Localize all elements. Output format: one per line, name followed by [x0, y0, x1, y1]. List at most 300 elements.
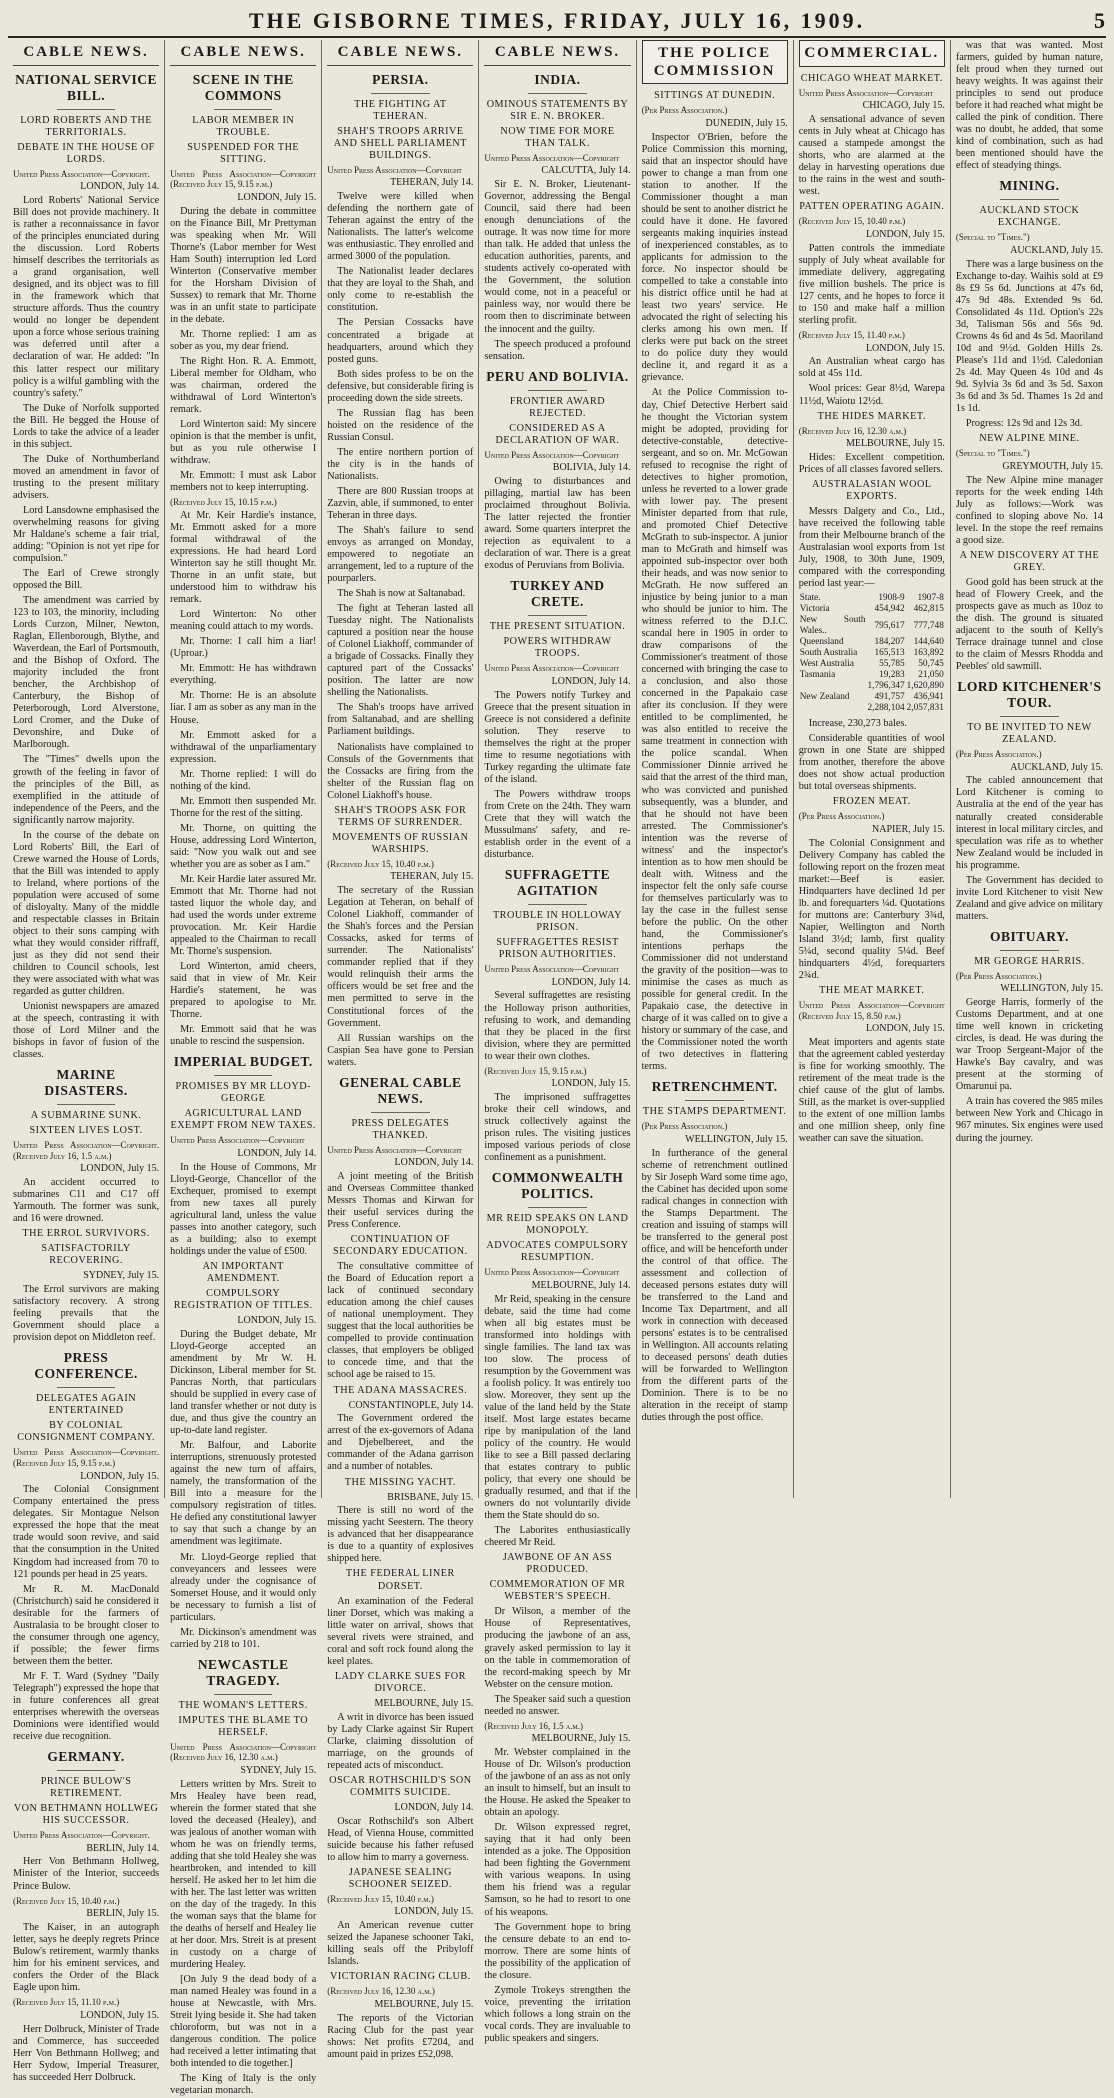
dateline: LONDON, July 14. [394, 1801, 474, 1813]
page-number: 5 [1094, 8, 1106, 33]
article-headline: NATIONAL SERVICE BILL. [15, 71, 158, 103]
article-paragraph: Sir E. N. Broker, Lieutenant-Governor, addressing the Bengal Council, said there had been enough denunciations of the outrage. It was now time for more than talk. He added that unless the education authorities, parents, and students actively co-operated with the Government, the solution would come, not in a peaceful or painless way, nor would there be room then to discriminate between the innocent and the guilty. [484, 179, 631, 335]
article-subheading: NOW TIME FOR MORE THAN TALK. [500, 125, 615, 149]
press-credit: (Received July 15, 10.15 p.m.) [170, 497, 277, 508]
article-paragraph: An examination of the Federal liner Dorset, which was making a little water on arrival, shows that several rivets were strained, and coral and soft rock found along the keel plates. [327, 1595, 474, 1667]
dateline: CALCUTTA, July 14. [541, 165, 631, 177]
article-paragraph: The Shah's failure to send envoys as arranged on Monday, empowered to negotiate an arrangement, led to a rupture of the pourparlers. [327, 524, 474, 585]
dateline: MELBOURNE, July 15. [845, 438, 945, 450]
dateline: MELBOURNE, July 15. [374, 1697, 474, 1709]
table-cell: Victoria [799, 604, 830, 615]
article-paragraph: [On July 9 the dead body of a man named Healey was found in a house at Newcastle, with Mrs. Streit lying beside it. She had taken chloroform, but was not in a dangerous condition. The police had received a letter intimating that both intended to die together.] [170, 1974, 317, 2070]
column-3 [322, 40, 479, 2060]
table-row [799, 615, 945, 637]
column-1 [8, 40, 165, 2083]
article-subheading: CONTINUATION OF SECONDARY EDUCATION. [332, 1234, 468, 1258]
dateline: LONDON, July 15. [80, 1163, 160, 1175]
table-cell: 2,288,104 [867, 703, 905, 713]
divider [528, 390, 586, 391]
masthead-title: THE GISBORNE TIMES, FRIDAY, JULY 16, 1909. [248, 8, 866, 33]
article-subheading: IMPUTES THE BLAME TO HERSELF. [178, 1714, 309, 1738]
article-paragraph: Mr. Thorne replied: I will do nothing of the kind. [170, 768, 317, 792]
press-credit: (Received July 15, 10.40 p.m.) [327, 858, 434, 869]
article-subheading: THE STAMPS DEPARTMENT. [642, 1106, 787, 1118]
article-paragraph: Mr R. M. MacDonald (Christchurch) said he considered it desirable for the farmers of Australasia to be brought closer to the consumer through one agency, if possible; the fewer firms between them the better. [13, 1583, 160, 1667]
article-paragraph: George Harris, formerly of the Customs Department, and at one time well known in cricketing circles, is dead. He was during the war Troop Sergeant-Major of the Hawke's Bay cavalry, and was present at the storming of Omarunui pa. [955, 997, 1103, 1093]
article-subheading: SIXTEEN LIVES LOST. [29, 1125, 143, 1137]
article-subheading: DELEGATES AGAIN ENTERTAINED [36, 1393, 137, 1417]
dateline: WELLINGTON, July 15. [1000, 983, 1103, 995]
press-credit: (Per Press Association.) [641, 105, 728, 116]
press-credit: United Press Association—Copyright [484, 152, 620, 163]
article-paragraph: Herr Von Bethmann Hollweg, Minister of the Interior, succeeds Prince Bulow. [13, 1856, 160, 1892]
article-paragraph: Patten controls the immediate supply of July wheat available for immediate delivery, aggregating five million bushels. The price is 127 cents, and he hopes to force it to 150 and make half a million sterling profit. [798, 242, 945, 326]
article-paragraph: Dr Wilson, a member of the House of Representatives, producing the jawbone of an ass, gravely asked permission to lay it on the table in commemoration of the record-making speech by Mr Webster on the censure motion. [484, 1606, 631, 1690]
divider [528, 904, 586, 905]
column-2 [165, 40, 322, 2097]
article-paragraph: Mr. Balfour, and Laborite interruptions, strenuously protested against the new turn of affairs, namely, the transformation of the Bill into a measure for the compulsory registration of titles. He defied any constitutional lawyer to say that such a change by an amendment was legitimate. [170, 1440, 317, 1548]
divider [371, 93, 429, 94]
press-credit: United Press Association—Copyright (Received July 15, 8.50 p.m.) [798, 1000, 945, 1021]
article-paragraph: The Government ordered the arrest of the ex-governors of Adana and Djebelbereet, and the commander of the Adana garrison and a number of notables. [327, 1413, 474, 1473]
dateline: LONDON, July 14. [394, 1157, 474, 1169]
table-cell: 777,748 [913, 620, 944, 631]
dateline: BERLIN, July 14. [86, 1842, 160, 1854]
divider [1000, 950, 1059, 951]
dateline: LONDON, July 15. [865, 342, 945, 354]
table-cell: 491,757 [874, 692, 905, 703]
table-cell: 795,617 [874, 620, 905, 631]
article-subheading: TROUBLE IN HOLLOWAY PRISON. [492, 909, 623, 933]
article-paragraph: The Nationalist leader declares that they are loyal to the Shah, and only come to re-establish the constitution. [327, 266, 474, 314]
press-credit: United Press Association—Copyright [484, 449, 620, 460]
article-paragraph: The Laborites enthusiastically cheered Mr Reid. [484, 1525, 631, 1549]
table-header-cell: 1908-9 [878, 593, 905, 604]
article-paragraph: Dr. Wilson expressed regret, saying that it had only been intended as a joke. The Opposition had been fighting the Government with various weapons. In using them his friend was a regular Samson, so he had to resort to one of his weapons. [484, 1822, 631, 1918]
article-paragraph: was that was wanted. Most farmers, guided by human nature, felt proud when they turned out heavy weights. It was against their principles to send out produce before it had reached what might be called the pink of condition. There was no doubt, he added, that some kind of combination, such as had been mentioned should have the effect of steadying things. [955, 40, 1103, 172]
article-subheading: OSCAR ROTHSCHILD'S SON COMMITS SUICIDE. [329, 1774, 472, 1798]
table-cell: 1,620,890 [906, 681, 944, 692]
divider [1000, 199, 1059, 200]
article-paragraph: Progress: 12s 9d and 12s 3d. [965, 418, 1083, 430]
article-subheading: THE ADANA MASSACRES. [333, 1384, 468, 1396]
dateline: AUCKLAND, July 15. [1010, 244, 1103, 256]
dateline: SYDNEY, July 15. [83, 1270, 160, 1282]
article-headline: MARINE DISASTERS. [44, 1067, 128, 1099]
table-cell: 144,640 [913, 637, 944, 648]
masthead [8, 6, 1106, 38]
article-paragraph: Letters written by Mrs. Streit to Mrs Healey have been read, wherein the former stated that she loved the deceased (Healey), and was jealous of another woman with whom he was on friendly terms, adding that she told Healey she was heartbroken, and intended to kill herself. He asked her to let him die with her. The last letter was written on the day of the tragedy. In this the woman says that the blame for the deaths of herself and Healey lie at her door. Mrs. Streit is at present in custody on a charge of murdering Healey. [170, 1778, 317, 1971]
article-subheading: LADY CLARKE SUES FOR DIVORCE. [334, 1670, 466, 1694]
table-cell: New South Wales.. [799, 615, 866, 637]
divider [57, 1104, 115, 1105]
article-subheading: SUSPENDED FOR THE SITTING. [187, 141, 300, 165]
press-credit: United Press Association—Copyright. (Received July 15, 9.15 p.m.) [13, 1447, 160, 1468]
article-paragraph: The entire northern portion of the city is in the hands of Nationalists. [327, 446, 474, 482]
table-row [799, 637, 945, 648]
article-paragraph: An Australian wheat cargo has sold at 45s 11d. [798, 356, 945, 380]
article-subheading: THE FEDERAL LINER DORSET. [345, 1568, 455, 1592]
article-paragraph: Lord Winterton: No other meaning could attach to my words. [170, 609, 317, 633]
table-row [799, 681, 945, 692]
article-paragraph: Mr. Thorne: I call him a liar! (Uproar.) [170, 636, 317, 660]
article-paragraph: Several suffragettes are resisting the Holloway prison authorities, refusing to work, and demanding that they be placed in the first division, where they are permitted to wear their own clothes. [484, 990, 631, 1062]
article-paragraph: Meat importers and agents state that the agreement cabled yesterday is fine for working smoothly. The retirement of the meat trade is the chief cause of the glut of lambs. Still, as the market is over-supplied to the extent of one million lambs and one million sheep, only fine weather can save the situation. [798, 1037, 945, 1145]
article-paragraph: Mr. Webster complained in the House of Dr. Wilson's production of the jawbone of an ass as not only an insult to himself, but an insult to the House. He asked the Speaker to obtain an apology. [484, 1747, 631, 1819]
article-paragraph: The Speaker said such a question needed no answer. [484, 1693, 631, 1717]
article-paragraph: At the Police Commission to-day, Chief Detective Herbert said he thought the Victorian system might be adopted, providing for detective-constable, detective-sergeant, and so on. Mr. McGowan refused to recognise the right of detectives to higher promotion, unless he reverted to a lower grade with lower pay. The present Minister departed from that rule, and promoted Chief Detective McGrath to sub-inspector. A junior man to McGrath and himself was appointed sub-inspector over both their heads, and was now senior to McGrath. He now suffered an injustice by being junior to a man who should be junior to him. The witness referred to the D.I.C. scandal here in 1905 in order to draw comparisons of the Commissioner's treatment of those concerned with bringing the case to a conclusion, and also those concerned in the Papakaio case after its conclusion. If they were entitled to be complimented, he was also entitled to receive the same treatment in connection with the police scandal. When Commissioner Dinnie arrived he said that the arrest of the third man, who was convicted and punished subsequently, was a blunder, and that he should not have been arrested. The Commissioner's intention was the reverse of witness' and the inspector's intention as to how men should be dealt with. Witness and the inspector felt the only safe course for themselves particularly was to lay the case in the fullest sense before the public. On the other hand, the Commissioner's intentions perhaps the Commissioner did not understand the gravity of the position—was to minimise the cases as much as possible for general credit. In the Papakaio case, the detective in charge of it was called on to give a history or summary of the case, and the Commissioner noted the worth of two detectives in flattering terms. [641, 387, 788, 1073]
article-paragraph: The fight at Teheran lasted all Tuesday night. The Nationalists captured a position near the house of Colonel Liakhoff, commander of a brigade of Cossacks. Finally they captured part of the Cossacks' position. The latter are now shelling the Nationalists. [327, 603, 474, 699]
press-credit: (Received July 15, 10.40 p.m.) [798, 216, 906, 227]
article-subheading: SHAH'S TROOPS ASK FOR TERMS OF SURRENDER. [334, 804, 467, 828]
article-paragraph: Mr. Lloyd-George replied that conveyancers and lessees were already under the cognisance of Somerset House, and it would only be necessary to furnish a list of particulars. [170, 1551, 317, 1623]
article-headline: PRESS CONFERENCE. [34, 1350, 138, 1382]
divider [371, 1112, 429, 1113]
article-subheading: AUSTRALASIAN WOOL EXPORTS. [812, 479, 932, 503]
table-cell: South Australia [799, 648, 858, 659]
article-subheading: AGRICULTURAL LAND EXEMPT FROM NEW TAXES. [170, 1108, 316, 1132]
article-paragraph: Wool prices: Gear 8½d, Warepa 11½d, Waiotu 12½d. [798, 383, 945, 407]
article-paragraph: In the House of Commons, Mr Lloyd-George, Chancellor of the Exchequer, promised to exempt from new taxes all purely agricultural land, unless the value passes into another category, such as a building; also to exempt holdings under the value of £500. [170, 1161, 317, 1257]
table-row [799, 670, 945, 681]
divider [214, 1694, 272, 1695]
press-credit: United Press Association—Copyright [484, 663, 620, 674]
article-paragraph: The amendment was carried by 123 to 103, the minority, including Lords Curzon, Milner, Newton, Raglan, Ellenborough, Blythe, and Waverdean, the Earl of Portsmouth, and the Bishop of Oxford. The majority included the front bencher, the Archbishop of Canterbury, the Bishop of Peterborough, Lord Alverstone, Lord Cromer, and the Duke of Devonshire, and Duke of Marlborough. [13, 595, 160, 751]
article-subheading: PATTEN OPERATING AGAIN. [799, 201, 945, 213]
article-paragraph: Owing to disturbances and pillaging, martial law has been proclaimed throughout Bolivia. The latter rejected the frontier award. Some quarters interpret the rejection as equivalent to a declaration of war. There is a great exodus of Peruvians from Bolivia. [484, 476, 631, 572]
article-paragraph: The Duke of Norfolk supported the Bill. He begged the House of Lords to take the advice of a leader in this subject. [13, 402, 160, 450]
article-paragraph: A train has covered the 985 miles between New York and Chicago in 967 minutes. Six engines were used during the journey. [955, 1096, 1103, 1144]
article-subheading: ADVOCATES COMPULSORY RESUMPTION. [486, 1240, 629, 1264]
dateline: LONDON, July 15. [237, 191, 317, 203]
article-paragraph: Lord Winterton, amid cheers, said that in view of Mr. Keir Hardie's statement, he was prepared to apologise to Mr. Thorne. [170, 961, 317, 1021]
article-paragraph: Both sides profess to be on the defensive, but considerable firing is proceeding down the side streets. [327, 368, 474, 404]
table-header-cell: State. [799, 593, 821, 604]
article-subheading: THE MISSING YACHT. [344, 1476, 456, 1488]
article-paragraph: There is still no word of the missing yacht Seestern. The theory is advanced that her disappearance is due to a quantity of explosives shipped here. [327, 1505, 474, 1565]
article-headline: LORD KITCHENER'S TOUR. [957, 679, 1102, 711]
article-paragraph: The Colonial Consignment Company entertained the press delegates. Sir Montague Nelson expressed the hope that the meat trade would soon revive, and said that the consumption in the United Kingdom had increased from 70 to 121 pounds per head in 25 years. [13, 1484, 160, 1580]
table-cell: 1,796,347 [867, 681, 905, 692]
article-subheading: NEW ALPINE MINE. [979, 433, 1080, 445]
divider [57, 1387, 115, 1388]
article-headline: GENERAL CABLE NEWS. [339, 1074, 462, 1106]
article-paragraph: Lord Roberts' National Service Bill does not provide machinery. It is rather a reconnaissance in favor of the principles enunciated during the discussion. Lord Roberts himself describes the territorials as a grand organisation, well designed, and its object was to fill in the framework which that structure affords. Thus the country would no longer be dependent upon a force whose serious training was deferred until after a declaration of war. He added: "In this latter respect our military policy is a wilful gambling with the country's safety." [13, 195, 160, 399]
article-subheading: TO BE INVITED TO NEW ZEALAND. [967, 721, 1092, 745]
article-paragraph: In furtherance of the general scheme of retrenchment outlined by Sir Joseph Ward some time ago, the Cabinet has decided upon some radical changes in connection with the Stamps Department. The creation and issuing of stamps will be transferred to the general post office, and will be henceforth under the control of that office. The assessment and collection of deceased persons estates duty will be transferred to the Land and Income Tax Department, and all work in connection with deceased persons' estates is to be centralised in Wellington. All accounts relating to deceased persons' death duties will be forwarded to Wellington from the different parts of the Dominion. There is to be no alteration in the receipt of stamp duties through the post office. [641, 1147, 788, 1424]
article-headline: COMMONWEALTH POLITICS. [491, 1170, 624, 1202]
article-paragraph: At Mr. Keir Hardie's instance, Mr. Emmott asked for a more formal withdrawal of the expressions. He had heard Lord Winterton say he still thought Mr. Thorne in an unfit state, but understood him to withdraw his remark. [170, 510, 317, 606]
divider [214, 109, 272, 110]
press-credit: (Received July 15, 9.15 p.m.) [484, 1065, 587, 1076]
press-credit: United Press Association—Copyright [484, 964, 620, 975]
article-paragraph: The Government has decided to invite Lord Kitchener to visit New Zealand and give advice on military matters. [955, 874, 1103, 922]
article-paragraph: A joint meeting of the British and Overseas Committee thanked Messrs Thomas and Kirwan for their useful services during the Press Conference. [327, 1170, 474, 1231]
press-credit: United Press Association—Copyright [798, 87, 934, 98]
column-6 [794, 40, 951, 1498]
article-subheading: BY COLONIAL CONSIGNMENT COMPANY. [17, 1420, 155, 1444]
article-paragraph: Mr F. T. Ward (Sydney "Daily Telegraph") expressed the hope that in future conferences all great enterprises wherewith the overseas Dominions were identified would receive due recognition. [13, 1670, 160, 1742]
table-row [799, 692, 945, 703]
dateline: LONDON, July 14. [80, 181, 160, 193]
table-cell: 165,513 [874, 648, 905, 659]
article-paragraph: The imprisoned suffragettes broke their cell windows, and struck collectively against the prison rules. The visiting justices imposed various periods of close confinement as a punishment. [484, 1092, 631, 1164]
dateline: MELBOURNE, July 15. [374, 1998, 474, 2010]
article-paragraph: The Shah's troops have arrived from Saltanabad, and are shelling Parliament buildings. [327, 702, 474, 738]
article-paragraph: The Kaiser, in an autograph letter, says he deeply regrets Prince Bulow's retirement, warmly thanks him for his eminent services, and confers the Order of the Black Eagle upon him. [13, 1921, 160, 1994]
article-paragraph: During the debate in committee on the Finance Bill, Mr Prettyman was speaking when Mr. Will Thorne's (Labor member for West Ham South) interruption led Lord Winterton (Conservative member for the Horsham Division of Sussex) to remark that Mr. Thorne was in an unfit state to participate in the debate. [170, 205, 317, 325]
article-paragraph: Mr. Emmott said that he was unable to rescind the suspension. [170, 1024, 317, 1048]
dateline: LONDON, July 15. [394, 1906, 474, 1918]
article-subheading: MOVEMENTS OF RUSSIAN WARSHIPS. [332, 831, 469, 855]
table-cell: West Australia [799, 659, 854, 670]
article-paragraph: The "Times" dwells upon the growth of the feeling in favor of the principles of the Bill, as exemplified in the attitude of independence of the Peers, and the significantly narrow majority. [13, 754, 160, 826]
article-subheading: THE FIGHTING AT TEHERAN. [354, 98, 447, 122]
divider [57, 109, 115, 110]
article-headline: INDIA. [534, 71, 581, 87]
article-subheading: THE HIDES MARKET. [817, 410, 926, 422]
press-credit: (Received July 15, 11.10 p.m.) [13, 1997, 120, 2008]
table-cell: 163,892 [913, 648, 944, 659]
column-7 [951, 40, 1108, 1498]
article-paragraph: Lord Lansdowne emphasised the overwhelming reasons for giving Mr Haldane's scheme a fair trial, adding: "Opinion is not yet ripe for compulsion." [13, 504, 160, 564]
article-subheading: OMINOUS STATEMENTS BY SIR E. N. BROKER. [486, 98, 629, 122]
article-subheading: AN IMPORTANT AMENDMENT. [202, 1261, 284, 1285]
article-paragraph: Inspector O'Brien, before the Police Commission this morning, said that an inspector should have power to change a man from one station to another. If the Commissioner thought a man should be sent to another district he could have it done. He favored sergeants making inquiries instead of inexperienced constables, as to applicants for admission to the force. No inspector should be compelled to take a constable into his district office until he had at least two years' service. He advocated the right of selecting his clerks among his own men. If clerks were put back on the street to do police duty they would decline it, and regard it as a grievance. [641, 131, 788, 384]
dateline: BRISBANE, July 15. [387, 1491, 474, 1503]
article-paragraph: The Errol survivors are making satisfactory recovery. A strong feeling prevails that the Government should place a provision depot on Middleton reef. [13, 1284, 160, 1344]
press-credit: United Press Association—Copyright (Received July 16, 12.30 a.m.) [170, 1741, 317, 1763]
article-paragraph: Mr Reid, speaking in the censure debate, said the time had come when all big estates must be transformed into holdings with single families. The land tax was too slow. The process of resumption by the Government was a foolish policy. It was entirely too slow. Moreover, they sent up the value of the land held by the State itself. Most large estates became ripe by manipulation of the land policy of the country. He would like to see a Bill passed declaring that estates contrary to public policy, that every one should be gradually resumed, and that if the owners do not voluntarily divide them the State should do so. [484, 1293, 631, 1522]
article-subheading: FRONTIER AWARD REJECTED. [509, 395, 606, 419]
dateline: DUNEDIN, July 15. [705, 118, 788, 130]
table-header-cell: 1907-8 [917, 593, 944, 604]
dateline: BOLIVIA, July 14. [552, 462, 631, 474]
article-paragraph: The speech produced a profound sensation. [484, 338, 631, 362]
article-paragraph: During the Budget debate, Mr Lloyd-George accepted an amendment by Mr W. H. Dickinson, Liberal member for St. Pancras North, that particulars should be supplied in every case of land transfer whether or not duty is due, and thus give the country an up-to-date land register. [170, 1328, 317, 1437]
article-subheading: SITTINGS AT DUNEDIN. [654, 90, 776, 102]
article-headline: PERSIA. [372, 71, 429, 87]
press-credit: (Per Press Association.) [798, 811, 885, 822]
article-subheading: MR REID SPEAKS ON LAND MONOPOLY. [486, 1213, 629, 1237]
article-paragraph: Herr Dolbruck, Minister of Trade and Commerce, has succeeded Herr Von Bethmann Hollweg; and Herr Sydow, Imperial Treasurer, has succeeded Herr Dolbruck. [13, 2023, 160, 2083]
article-headline: IMPERIAL BUDGET. [173, 1054, 313, 1070]
press-credit: (Per Press Association.) [955, 749, 1042, 760]
table-row [799, 604, 945, 615]
article-subheading: A NEW DISCOVERY AT THE GREY. [959, 549, 1100, 573]
table-cell: 436,941 [913, 692, 944, 703]
dateline: BERLIN, July 15. [86, 1908, 160, 1920]
column-5 [637, 40, 794, 1498]
article-paragraph: Mr. Thorne: He is an absolute liar. I am as sober as any man in the House. [170, 690, 317, 726]
article-headline: RETRENCHMENT. [651, 1079, 778, 1095]
article-paragraph: Mr. Emmott asked for a withdrawal of the unparliamentary expression. [170, 729, 317, 765]
article-paragraph: The Powers withdraw troops from Crete on the 24th. They warn Crete that they will watch the Mussulmans' safety, and re-establish order in the event of a disturbance. [484, 788, 631, 861]
table-row [799, 648, 945, 659]
press-credit: (Received July 15, 10.40 p.m.) [13, 1895, 120, 1906]
press-credit: United Press Association—Copyright. [13, 1830, 150, 1841]
table-cell: Tasmania [799, 670, 836, 681]
article-paragraph: The Shah is now at Saltanabad. [337, 588, 466, 600]
dateline: GREYMOUTH, July 15. [1002, 460, 1103, 472]
article-subheading: THE ERROL SURVIVORS. [22, 1228, 150, 1240]
article-paragraph: Mr. Thorne, on quitting the House, addressing Lord Winterton, said: "Now you walk out and see whether you are as sober as I am." [170, 822, 317, 870]
article-subheading: A SUBMARINE SUNK. [30, 1110, 142, 1122]
dateline: LONDON, July 14. [237, 1147, 317, 1159]
article-paragraph: Increase, 230,273 bales. [808, 717, 907, 729]
article-paragraph: An American revenue cutter seized the Japanese schooner Taki, killing seals off the Pribyloff Islands. [327, 1920, 474, 1968]
divider [528, 615, 586, 616]
press-credit: (Per Press Association.) [955, 970, 1042, 981]
article-paragraph: The cabled announcement that Lord Kitchener is coming to Australia at the end of the year has naturally created considerable interest in local military circles, and speculation was rife as to whether New Zealand would be included in his programme. [955, 775, 1103, 871]
article-subheading: POWERS WITHDRAW TROOPS. [503, 636, 612, 660]
newspaper-columns [8, 40, 1108, 2097]
article-paragraph: The Russian flag has been hoisted on the residence of the Russian Consul. [327, 407, 474, 443]
article-subheading: CONSIDERED AS A DECLARATION OF WAR. [495, 422, 620, 446]
article-paragraph: Mr. Thorne replied: I am as sober as you, my dear friend. [170, 328, 317, 353]
article-paragraph: The Colonial Consignment and Delivery Company has cabled the following report on the frozen meat market:—Beef is easier. Hindquarters have declined 1d per lb. and forequarters ¼d. Quotations for muttons are: Canterbury 3¾d, Napier, Wellington and North Island 3½d; lamb, first quality 5¼d, second quality 5¼d. Beef hindquarters 4½d, forequarters 2¾d. [798, 837, 945, 981]
article-subheading: JAWBONE OF AN ASS PRODUCED. [502, 1552, 613, 1576]
article-paragraph: All Russian warships on the Caspian Sea have gone to Persian waters. [327, 1032, 474, 1068]
press-credit: United Press Association—Copyright. [13, 168, 150, 179]
press-credit: (Received July 15, 11.40 p.m.) [798, 330, 905, 340]
press-credit: (Received July 16, 12.30 a.m.) [327, 1986, 435, 1997]
article-subheading: SUFFRAGETTES RESIST PRISON AUTHORITIES. [496, 937, 619, 961]
article-paragraph: The Earl of Crewe strongly opposed the Bill. [13, 568, 160, 592]
column-header: CABLE NEWS. [484, 40, 630, 66]
dateline: CONSTANTINOPLE, July 14. [348, 1399, 474, 1411]
dateline: WELLINGTON, July 15. [685, 1133, 788, 1145]
press-credit: United Press Association—Copyright. (Received July 16, 1.5 a.m.) [13, 1140, 160, 1161]
table-row [799, 659, 945, 670]
dateline: LONDON, July 15. [237, 1315, 317, 1327]
article-subheading: COMPULSORY REGISTRATION OF TITLES. [173, 1288, 313, 1312]
article-paragraph: The consultative committee of the Board of Education report a lack of continued secondary education among the chief causes of national unemployment. They suggest that the local authorities be compelled to provide continuation classes, that employers be obliged to concede time, and that the school age be raised to 15. [327, 1261, 474, 1381]
dateline: AUCKLAND, July 15. [1010, 761, 1103, 773]
article-subheading: AUCKLAND STOCK EXCHANGE. [979, 205, 1080, 229]
column-header: CABLE NEWS. [13, 40, 159, 66]
article-subheading: THE MEAT MARKET. [819, 984, 925, 996]
press-credit: United Press Association—Copyright [327, 164, 462, 175]
table-cell: 50,745 [918, 659, 944, 670]
article-subheading: VICTORIAN RACING CLUB. [329, 1971, 471, 1983]
dateline: LONDON, July 15. [865, 228, 945, 240]
article-subheading: PRINCE BULOW'S RETIREMENT. [40, 1775, 132, 1799]
article-subheading: FROZEN MEAT. [832, 796, 911, 808]
article-paragraph: There are 800 Russian troops at Zazvin, able, if summoned, to enter Teheran in three days. [327, 485, 474, 521]
column-header: CABLE NEWS. [327, 40, 473, 66]
dateline: NAPIER, July 15. [872, 823, 945, 835]
dateline: SYDNEY, July 15. [240, 1764, 317, 1776]
article-paragraph: The Powers notify Turkey and Greece that the present situation in Greece is not considered a definite solution. They reserve to themselves the right at the proper time to resume negotiations with Turkey regarding the ultimate fate of the island. [484, 689, 631, 785]
article-paragraph: Mr. Emmott then suspended Mr. Thorne for the rest of the sitting. [170, 795, 317, 819]
divider [1000, 716, 1059, 717]
divider [57, 1770, 115, 1771]
article-paragraph: Mr. Dickinson's amendment was carried by 218 to 101. [170, 1626, 317, 1650]
article-headline: MINING. [999, 178, 1060, 194]
dateline: MELBOURNE, July 14. [531, 1279, 631, 1291]
article-subheading: SHAH'S TROOPS ARRIVE AND SHELL PARLIAMENT BUILDINGS. [333, 125, 467, 161]
article-paragraph: The King of Italy is the only vegetarian monarch. [170, 2073, 317, 2097]
table-cell: New Zealand [799, 692, 850, 703]
table-header-row [799, 593, 945, 604]
press-credit: (Received July 15, 10.40 p.m.) [327, 1893, 434, 1904]
article-subheading: JAPANESE SEALING SCHOONER SEIZED. [348, 1866, 452, 1890]
article-subheading: DEBATE IN THE HOUSE OF LORDS. [17, 141, 155, 165]
table-cell: 462,815 [913, 604, 944, 615]
column-header: COMMERCIAL. [799, 40, 945, 67]
table-cell: Queensland [799, 637, 844, 648]
article-paragraph: The Government hope to bring the censure debate to an end to-morrow. There are some hints of the possibility of the application of the closure. [484, 1921, 631, 1981]
article-paragraph: The Right Hon. R. A. Emmott, Liberal member for Oldham, who was chairman, ordered the withdrawal of Lord Winterton's remark. [170, 356, 317, 416]
press-credit: (Received July 16, 12.30 a.m.) [798, 425, 907, 436]
article-headline: TURKEY AND CRETE. [510, 578, 605, 610]
press-credit: United Press Association—Copyright [327, 1144, 462, 1155]
press-credit: United Press Association—Copyright [484, 1267, 620, 1278]
article-subheading: LORD ROBERTS AND THE TERRITORIALS. [20, 114, 152, 138]
article-subheading: MR GEORGE HARRIS. [974, 955, 1085, 967]
dateline: LONDON, July 15. [80, 1470, 160, 1482]
article-paragraph: There was a large business on the Exchange to-day. Waihis sold at £9 8s £9 5s 6d. Junctions at 47s 6d, 47s 9d 48s. Extended 9s 6d. Consolidated 4s 11d. Option's 22s 3d, Talisman 56s and 56s 9d. Crowns 4s 6d and 4s 5d. Maoriland 10d and 9½d. Golden Hills 2s. Please's 11d and 1½d. Caledonian 2s 4d. May Queen 4s 10d and 4s 9d. Sylvia 3s 6d and 3s 5d. Saxon 3s 6d and 3s 5d. Thames 1s 2d and 1s 1d. [955, 258, 1103, 415]
article-subheading: LABOR MEMBER IN TROUBLE. [192, 114, 295, 138]
article-subheading: SATISFACTORILY RECOVERING. [41, 1243, 131, 1267]
article-paragraph: Unionist newspapers are amazed at the speech, contrasting it with those of Lord Milner and the bishops in favor of fusion of the classes. [13, 1001, 160, 1061]
article-paragraph: An accident occurred to submarines C11 and C17 off Yarmouth. The former was sunk, and 16 were drowned. [13, 1177, 160, 1225]
article-paragraph: Zymole Trokeys strengthen the voice, preventing the irritation which follows a long strain on the vocal cords. They are invaluable to public speakers and singers. [484, 1984, 631, 2044]
press-credit: (Special to "Times.") [955, 448, 1030, 459]
article-headline: GERMANY. [47, 1748, 125, 1764]
article-headline: PERU AND BOLIVIA. [486, 368, 629, 384]
article-paragraph: A writ in divorce has been issued by Lady Clarke against Sir Rupert Clarke, claiming dissolution of marriage, on the grounds of repeated acts of misconduct. [327, 1711, 474, 1771]
article-paragraph: The Persian Cossacks have concentrated a brigade at headquarters, around which they posted guns. [327, 317, 474, 365]
article-paragraph: Hides: Excellent competition. Prices of all classes favored sellers. [798, 451, 945, 475]
article-paragraph: Lord Winterton said: My sincere opinion is that the member is unfit, but as you rule otherwise I withdraw. [170, 419, 317, 467]
table-cell: 19,283 [879, 670, 905, 681]
article-paragraph: The reports of the Victorian Racing Club for the past year shows: Net profits £7204, and amount paid in prizes £52,098. [327, 2012, 474, 2060]
article-paragraph: The secretary of the Russian Legation at Teheran, on behalf of Colonel Liakhoff, commander of the Shah's forces and the Persian Cossacks, asked for terms of surrender. The Nationalists' commander replied that if they would relinquish their arms the officers would be set free and the men permitted to serve in the Constitutional forces of the Government. [327, 885, 474, 1029]
table-cell [799, 703, 867, 714]
divider [528, 93, 586, 94]
article-headline: SCENE IN THE COMMONS [192, 71, 294, 103]
table-cell: 184,207 [874, 637, 905, 648]
article-paragraph: In the course of the debate on Lord Roberts' Bill, the Earl of Crewe warned the House of Lords, that the Bill was intended to apply to Ireland, where portions of the population were accused of some of disloyalty. Many of the middle and respectable classes in Britain object to their sons camping with what they would consider riffraff, just as they did not send their children to Council schools, lest they were associated with what was regarded as gutter children. [13, 829, 160, 998]
article-paragraph: Twelve were killed when defending the northern gate of Teheran against the entry of the Nationalists. The latter's welcome was enthusiastic. They enrolled and armed 3000 of the population. [327, 191, 474, 263]
article-subheading: VON BETHMANN HOLLWEG HIS SUCCESSOR. [13, 1802, 159, 1826]
press-credit: (Received July 16, 1.5 a.m.) [484, 1720, 583, 1731]
dateline: MELBOURNE, July 15. [531, 1733, 631, 1745]
table-cell: 55,785 [879, 659, 905, 670]
dateline: LONDON, July 15. [551, 1078, 631, 1090]
table-cell: 21,050 [918, 670, 944, 681]
table-cell: 454,942 [874, 604, 905, 615]
table-cell [799, 681, 867, 692]
article-paragraph: Considerable quantities of wool grown in one State are shipped from another, therefore the above does not show actual production but total overseas shipments. [798, 733, 945, 793]
wool-exports-table [799, 593, 945, 714]
article-subheading: COMMEMORATION OF MR WEBSTER'S SPEECH. [489, 1579, 626, 1603]
dateline: TEHERAN, July 15. [390, 871, 474, 883]
press-credit: United Press Association—Copyright [170, 1135, 305, 1146]
dateline: CHICAGO, July 15. [862, 100, 945, 112]
article-paragraph: A sensational advance of seven cents in July wheat at Chicago has caused a stampede amongst the shorts, who are alarmed at the delay in harvesting operations due to the rains in the west and south-west. [798, 114, 945, 198]
dateline: TEHERAN, July 14. [390, 177, 474, 189]
press-credit: (Per Press Association.) [641, 1121, 728, 1132]
dateline: LONDON, July 15. [80, 2009, 160, 2021]
article-subheading: PRESS DELEGATES THANKED. [351, 1117, 450, 1141]
article-paragraph: Mr. Emmott: He has withdrawn everything. [170, 663, 317, 687]
article-paragraph: The New Alpine mine manager reports for the week ending 14th July as follows:—Work was confined to sloping above No. 14 level. In the stope the reef remains a good size. [955, 474, 1103, 546]
article-subheading: PROMISES BY MR LLOYD-GEORGE [175, 1081, 311, 1105]
article-headline: SUFFRAGETTE AGITATION [504, 867, 611, 899]
